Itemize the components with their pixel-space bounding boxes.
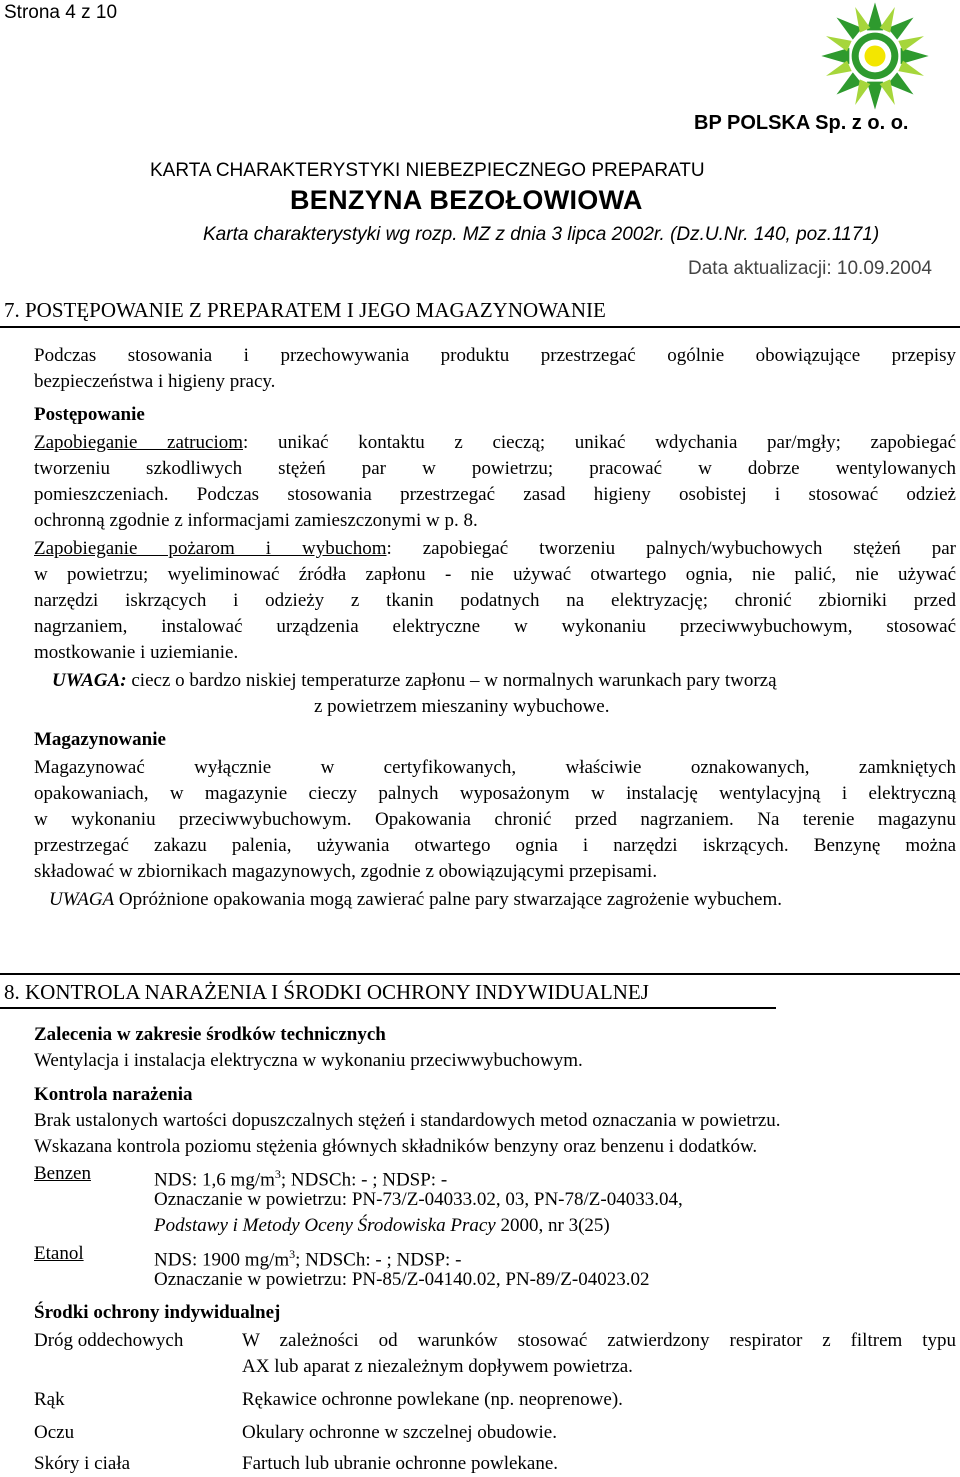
ppe-respiratory-line-1: W zależności od warunków stosować zatwierdzony respirator z filtrem typu xyxy=(242,1330,956,1351)
fire-line-4: nagrzaniem, instalować urządzenia elektryczne w wykonaniu przeciwwybuchowym, stosować xyxy=(34,616,956,637)
ppe-skin-label: Skóry i ciała xyxy=(34,1453,131,1474)
fire-label: Zapobieganie pożarom i wybuchom xyxy=(34,538,387,559)
ppe-eyes-text: Okulary ochronne w szczelnej obudowie. xyxy=(242,1422,557,1443)
control-heading: Kontrola narażenia xyxy=(34,1084,193,1105)
handling-heading: Postępowanie xyxy=(34,404,145,425)
poison-line-2: tworzeniu szkodliwych stężeń par w powietrzu; pracować w dobrze wentylowanych xyxy=(34,458,956,479)
storage-heading: Magazynowanie xyxy=(34,729,166,750)
storage-line-2: opakowaniach, w magazynie cieczy palnych wyposażonym w instalację wentylacyjną i elektryczną xyxy=(34,783,956,804)
poison-line-3: pomieszczeniach. Podczas stosowania przestrzegać zasad higieny osobistej i stosować odzież xyxy=(34,484,956,505)
warning-label: UWAGA: xyxy=(52,670,127,691)
ppe-hands-text: Rękawice ochronne powlekane (np. neoprenowe). xyxy=(242,1389,623,1410)
storage-warning: UWAGA Opróżnione opakowania mogą zawierać palne pary stwarzające zagrożenie wybuchem. xyxy=(49,889,782,910)
ppe-skin-text: Fartuch lub ubranie ochronne powlekane. xyxy=(242,1453,559,1474)
fire-line-2: w powietrzu; wyeliminować źródła zapłonu - nie używać otwartego ognia, nie palić, nie używać xyxy=(34,564,956,585)
section-7-title: 7. POSTĘPOWANIE Z PREPARATEM I JEGO MAGAZYNOWANIE xyxy=(4,298,606,322)
company-name: BP POLSKA Sp. z o. o. xyxy=(694,112,909,134)
benzen-method-2: Podstawy i Metody Oceny Środowiska Pracy 2000, nr 3(25) xyxy=(154,1215,610,1236)
fire-line-3: narzędzi iskrzących i odzieży z tkanin podatnych na elektryzację; chronić zbiorniki przed xyxy=(34,590,956,611)
update-date: Data aktualizacji: 10.09.2004 xyxy=(688,258,932,279)
tech-heading: Zalecenia w zakresie środków technicznych xyxy=(34,1024,386,1045)
fire-line-5: mostkowanie i uziemianie. xyxy=(34,642,239,663)
benzen-method-1: Oznaczanie w powietrzu: PN-73/Z-04033.02, 03, PN-78/Z-04033.04, xyxy=(154,1189,683,1210)
intro-line-1: Podczas stosowania i przechowywania produktu przestrzegać ogólnie obowiązujące przepisy xyxy=(34,345,956,366)
section-8-top-rule xyxy=(0,973,960,975)
warning-line-2: z powietrzem mieszaniny wybuchowe. xyxy=(314,696,610,717)
ppe-eyes-label: Oczu xyxy=(34,1422,75,1443)
poison-line-1: Zapobieganie zatruciom: unikać kontaktu z cieczą; unikać wdychania par/mgły; zapobiegać xyxy=(34,432,957,453)
section-7-rule xyxy=(0,326,960,328)
storage-warning-label: UWAGA xyxy=(49,889,115,910)
storage-line-4: przestrzegać zakazu palenia, używania otwartego ognia i narzędzi iskrzących. Benzynę można xyxy=(34,835,956,856)
storage-line-3: w wykonaniu przeciwwybuchowym. Opakowania chronić przed nagrzaniem. Na terenie magazynu xyxy=(34,809,956,830)
benzen-label: Benzen xyxy=(34,1163,91,1184)
tech-text: Wentylacja i instalacja elektryczna w wykonaniu przeciwwybuchowym. xyxy=(34,1050,583,1071)
etanol-limits: NDS: 1900 $mg/m^3$; NDSCh: - ; NDSP: - xyxy=(154,1247,462,1271)
product-name: BENZYNA BEZOŁOWIOWA xyxy=(290,185,643,215)
storage-line-1: Magazynować wyłącznie w certyfikowanych, właściwie oznakowanych, zamkniętych xyxy=(34,757,956,778)
section-8-title: 8. KONTROLA NARAŻENIA I ŚRODKI OCHRONY INDYWIDUALNEJ xyxy=(4,980,649,1004)
fire-line-1: Zapobieganie pożarom i wybuchom: zapobiegać tworzeniu palnych/wybuchowych stężeń par xyxy=(34,538,956,559)
page-number: Strona 4 z 10 xyxy=(4,2,118,23)
benzen-limits: NDS: 1,6 $mg/m^3$; NDSCh: - ; NDSP: - xyxy=(154,1167,448,1191)
section-8-rule xyxy=(0,1007,776,1009)
ppe-respiratory-line-2: AX lub aparat z niezależnym dopływem powietrza. xyxy=(242,1356,633,1377)
warning-line-1: UWAGA: ciecz o bardzo niskiej temperaturze zapłonu – w normalnych warunkach pary tworzą xyxy=(52,670,777,691)
ppe-heading: Środki ochrony indywidualnej xyxy=(34,1302,281,1323)
etanol-method: Oznaczanie w powietrzu: PN-85/Z-04140.02, PN-89/Z-04023.02 xyxy=(154,1269,650,1290)
document-type: KARTA CHARAKTERYSTYKI NIEBEZPIECZNEGO PREPARATU xyxy=(150,160,705,181)
bp-helios-logo xyxy=(800,0,950,112)
ppe-hands-label: Rąk xyxy=(34,1389,65,1410)
control-line-2: Wskazana kontrola poziomu stężenia głównych składników benzyny oraz benzenu i dodatków. xyxy=(34,1136,758,1157)
control-line-1: Brak ustalonych wartości dopuszczalnych stężeń i standardowych metod oznaczania w powietrzu. xyxy=(34,1110,781,1131)
poison-label: Zapobieganie zatruciom xyxy=(34,432,244,453)
poison-line-4: ochronną zgodnie z informacjami zamieszczonymi w p. 8. xyxy=(34,510,478,531)
etanol-label: Etanol xyxy=(34,1243,84,1264)
storage-line-5: składować w zbiornikach magazynowych, zgodnie z obowiązującymi przepisami. xyxy=(34,861,658,882)
regulation-reference: Karta charakterystyki wg rozp. MZ z dnia 3 lipca 2002r. (Dz.U.Nr. 140, poz.1171) xyxy=(203,224,880,245)
ppe-respiratory-label: Dróg oddechowych xyxy=(34,1330,184,1351)
intro-line-2: bezpieczeństwa i higieny pracy. xyxy=(34,371,276,392)
